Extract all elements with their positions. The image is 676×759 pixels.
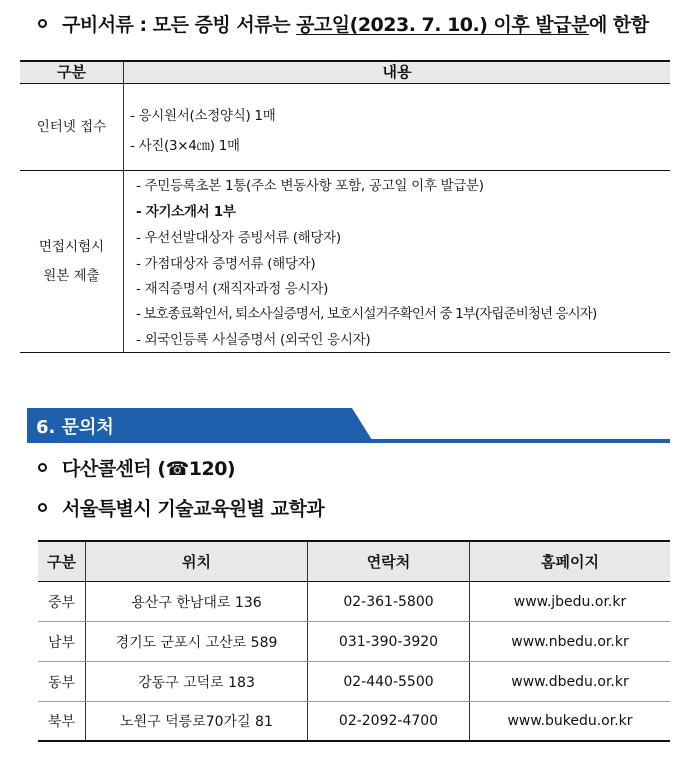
cell-phone: 02-361-5800 <box>308 582 470 621</box>
header-phone: 연락처 <box>308 542 470 581</box>
cell-location: 노원구 덕릉로70가길 81 <box>86 702 308 740</box>
cell-region: 북부 <box>38 702 86 740</box>
cell-region: 동부 <box>38 662 86 701</box>
callcenter-number: 120) <box>188 458 236 480</box>
doc-item: - 보호종료확인서, 퇴소사실증명서, 보호시설거주확인서 중 1부(자립준비청년 응시자) <box>136 306 597 322</box>
doc-item: - 우선선발대상자 증빙서류 (해당자) <box>136 230 341 246</box>
cell-location: 강동구 고덕로 183 <box>86 662 308 701</box>
cell-phone: 02-440-5500 <box>308 662 470 701</box>
section-bar-contact <box>27 408 670 444</box>
doc-item-bold: - 자기소개서 1부 <box>136 204 236 220</box>
phone-icon: ☎ <box>165 458 189 480</box>
cell-homepage: www.dbedu.or.kr <box>511 673 629 690</box>
bullet-circle-icon <box>38 463 47 472</box>
doc-item: - 가점대상자 증명서류 (해당자) <box>136 256 316 272</box>
section-bar-title: 6. 문의처 <box>36 417 114 438</box>
table-row <box>38 702 670 742</box>
docs-row-internet <box>20 84 670 171</box>
docs-row-category <box>20 171 124 352</box>
bullet-circle-icon <box>38 503 47 512</box>
contact-table-header <box>38 540 670 582</box>
cell-region: 남부 <box>38 622 86 661</box>
cell-homepage: www.nbedu.or.kr <box>511 633 629 650</box>
cell-phone: 031-390-3920 <box>308 622 470 661</box>
table-row <box>38 622 670 662</box>
header-location: 위치 <box>86 542 308 581</box>
docs-table-header <box>20 60 670 84</box>
docs-heading-text: 구비서류 : 모든 증빙 서류는 <box>62 14 297 36</box>
cell-phone: 02-2092-4700 <box>308 702 470 740</box>
doc-item: - 외국인등록 사실증명서 (외국인 응시자) <box>136 332 371 348</box>
cell-region: 중부 <box>38 582 86 621</box>
doc-item: - 주민등록초본 1통(주소 변동사항 포함, 공고일 이후 발급분) <box>136 178 484 194</box>
cell-location: 경기도 군포시 고산로 589 <box>86 622 308 661</box>
docs-row-interview <box>20 171 670 353</box>
cell-homepage: www.jbedu.or.kr <box>513 593 627 610</box>
header-homepage: 홈페이지 <box>541 553 599 571</box>
header-region: 구분 <box>38 542 86 581</box>
doc-item: - 응시원서(소정양식) 1매 <box>130 108 276 124</box>
header-content: 내용 <box>382 63 412 81</box>
cell-homepage: www.bukedu.or.kr <box>507 713 633 729</box>
table-row <box>38 662 670 702</box>
bullet-circle-icon <box>38 19 47 28</box>
category-line: 원본 제출 <box>43 267 100 284</box>
callcenter-line <box>62 454 235 481</box>
table-row <box>38 582 670 622</box>
doc-item: - 사진(3×4㎝) 1매 <box>130 138 240 154</box>
section-bar-shape <box>27 408 670 444</box>
callcenter-label: 다산콜센터 ( <box>62 458 166 480</box>
docs-heading <box>62 10 649 37</box>
cell-location: 용산구 한남대로 136 <box>86 582 308 621</box>
section-bar-underline <box>27 439 670 443</box>
docs-heading-underlined: 공고일(2023. 7. 10.) 이후 발급분 <box>296 14 589 36</box>
doc-item: - 재직증명서 (재직자과정 응시자) <box>136 281 329 297</box>
header-category: 구분 <box>20 62 124 84</box>
office-line: 서울특별시 기술교육원별 교학과 <box>62 498 325 520</box>
docs-row-category: 인터넷 접수 <box>20 84 124 170</box>
category-line: 면접시험시 <box>38 238 105 255</box>
docs-heading-tail: 에 한함 <box>588 14 649 36</box>
